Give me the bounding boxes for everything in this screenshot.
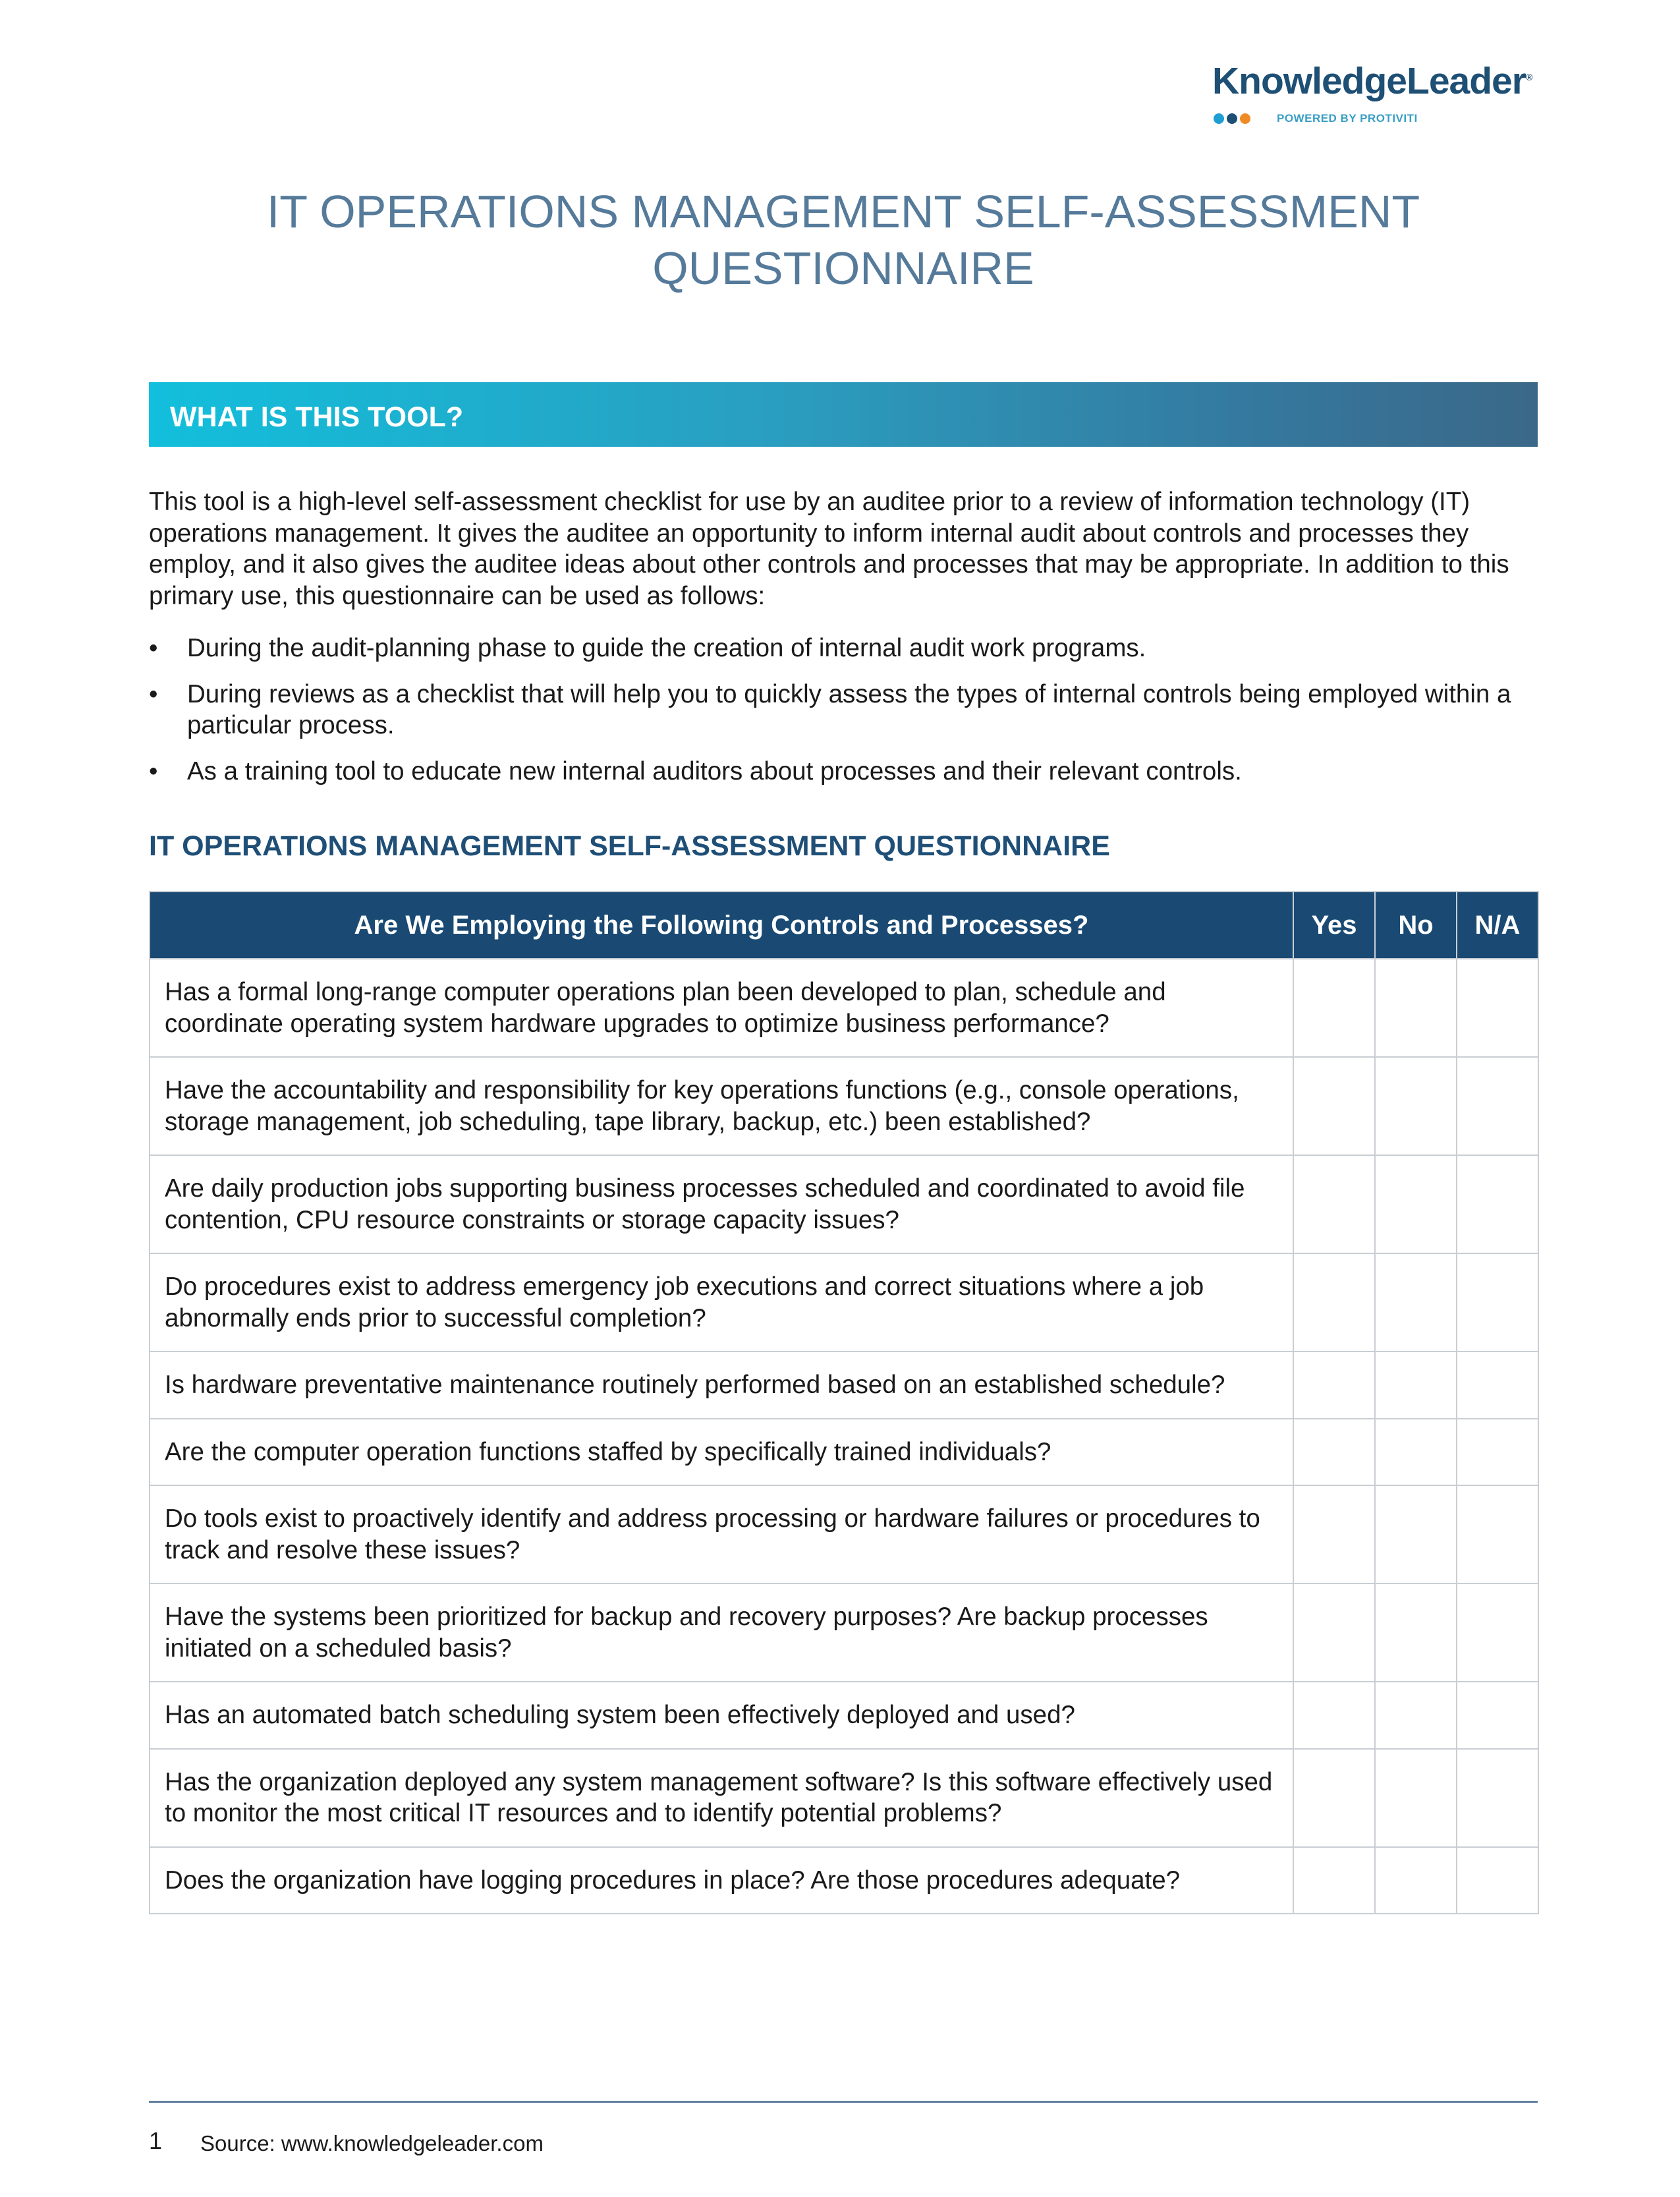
list-item [149,679,1546,741]
page-number: 1 [149,2127,163,2154]
question-cell: Has a formal long-range computer operations plan been developed to plan, schedule and coordinate operating system hardware upgrades to optimize business performance? [150,959,1293,1057]
question-cell: Has an automated batch scheduling system been effectively deployed and used? [150,1682,1293,1749]
column-header-na: N/A [1457,892,1538,959]
na-checkbox-cell[interactable] [1457,959,1538,1057]
logo-name-text: KnowledgeLeader [1212,60,1526,102]
no-checkbox-cell[interactable] [1375,1419,1457,1486]
na-checkbox-cell[interactable] [1457,1682,1538,1749]
no-checkbox-cell[interactable] [1375,1352,1457,1419]
no-checkbox-cell[interactable] [1375,1485,1457,1584]
column-header-no: No [1375,892,1457,959]
bullet-icon: • [149,634,158,662]
bullet-text: As a training tool to educate new internal auditors about processes and their relevant controls. [187,756,1242,785]
logo-dots-icon [1214,113,1250,124]
questionnaire-table [149,891,1539,1914]
na-checkbox-cell[interactable] [1457,1352,1538,1419]
no-checkbox-cell[interactable] [1375,1847,1457,1914]
na-checkbox-cell[interactable] [1457,1485,1538,1584]
questionnaire-heading: IT OPERATIONS MANAGEMENT SELF-ASSESSMENT QUESTIONNAIRE [149,830,1110,862]
yes-checkbox-cell[interactable] [1293,1847,1375,1914]
question-cell: Has the organization deployed any system management software? Is this software effectively used to monitor the most critical IT resources and to identify potential problems? [150,1749,1293,1847]
bullet-text: During the audit-planning phase to guide the creation of internal audit work programs. [187,634,1146,662]
table-row [150,959,1538,1057]
bullet-text: During reviews as a checklist that will help you to quickly assess the types of internal controls being employed within a particular process. [187,679,1511,739]
source-line: Source: www.knowledgeleader.com [200,2131,544,2155]
table-row [150,1419,1538,1486]
yes-checkbox-cell[interactable] [1293,959,1375,1057]
no-checkbox-cell[interactable] [1375,1253,1457,1352]
footer-divider [149,2101,1538,2103]
na-checkbox-cell[interactable] [1457,1749,1538,1847]
question-cell: Have the accountability and responsibility for key operations functions (e.g., console operations, storage management, job scheduling, tape library, backup, etc.) been established? [150,1057,1293,1155]
table-row [150,1155,1538,1253]
yes-checkbox-cell[interactable] [1293,1419,1375,1486]
no-checkbox-cell[interactable] [1375,959,1457,1057]
table-row [150,1847,1538,1914]
table-row [150,1057,1538,1155]
question-cell: Does the organization have logging procedures in place? Are those procedures adequate? [150,1847,1293,1914]
document-title-line-2: QUESTIONNAIRE [652,243,1034,294]
table-row [150,1253,1538,1352]
yes-checkbox-cell[interactable] [1293,1584,1375,1682]
no-checkbox-cell[interactable] [1375,1682,1457,1749]
na-checkbox-cell[interactable] [1457,1155,1538,1253]
table-row [150,1485,1538,1584]
yes-checkbox-cell[interactable] [1293,1253,1375,1352]
logo-wordmark [1212,55,1542,103]
table-row [150,1749,1538,1847]
na-checkbox-cell[interactable] [1457,1057,1538,1155]
na-checkbox-cell[interactable] [1457,1253,1538,1352]
na-checkbox-cell[interactable] [1457,1847,1538,1914]
na-checkbox-cell[interactable] [1457,1584,1538,1682]
logo-tagline: POWERED BY PROTIVITI [1277,112,1418,125]
yes-checkbox-cell[interactable] [1293,1682,1375,1749]
document-title [149,183,1538,297]
section-banner-label: WHAT IS THIS TOOL? [170,401,464,433]
no-checkbox-cell[interactable] [1375,1155,1457,1253]
column-header-question: Are We Employing the Following Controls and Processes? [150,892,1293,959]
document-title-line-1: IT OPERATIONS MANAGEMENT SELF-ASSESSMENT [266,186,1420,237]
list-item [149,756,1546,787]
bullet-icon: • [149,679,158,708]
table-header-row [150,892,1538,959]
section-banner [149,382,1538,447]
knowledgeleader-logo [1212,55,1542,127]
logo-dot-1 [1214,113,1224,124]
no-checkbox-cell[interactable] [1375,1584,1457,1682]
usage-bullet-list [149,633,1546,801]
question-cell: Are daily production jobs supporting business processes scheduled and coordinated to avoid file contention, CPU resource constraints or storage capacity issues? [150,1155,1293,1253]
question-cell: Do procedures exist to address emergency job executions and correct situations where a job abnormally ends prior to successful completion? [150,1253,1293,1352]
logo-dot-3 [1240,113,1250,124]
table-row [150,1682,1538,1749]
column-header-yes: Yes [1293,892,1375,959]
question-cell: Are the computer operation functions staffed by specifically trained individuals? [150,1419,1293,1486]
intro-paragraph: This tool is a high-level self-assessment checklist for use by an auditee prior to a review of information technology (IT) operations management. It gives the auditee an opportunity to inform internal audit about controls and processes they employ, and it also gives the auditee ideas about other controls and processes that may be appropriate. In addition to this primary use, this questionnaire can be used as follows: [149,488,1509,610]
question-cell: Is hardware preventative maintenance routinely performed based on an established schedule? [150,1352,1293,1419]
question-cell: Do tools exist to proactively identify and address processing or hardware failures or procedures to track and resolve these issues? [150,1485,1293,1584]
yes-checkbox-cell[interactable] [1293,1057,1375,1155]
no-checkbox-cell[interactable] [1375,1057,1457,1155]
logo-dot-2 [1227,113,1237,124]
table-row [150,1584,1538,1682]
registered-mark: ® [1525,72,1532,82]
bullet-icon: • [149,756,158,785]
yes-checkbox-cell[interactable] [1293,1352,1375,1419]
table-row [150,1352,1538,1419]
no-checkbox-cell[interactable] [1375,1749,1457,1847]
yes-checkbox-cell[interactable] [1293,1749,1375,1847]
na-checkbox-cell[interactable] [1457,1419,1538,1486]
yes-checkbox-cell[interactable] [1293,1485,1375,1584]
list-item [149,633,1546,664]
question-cell: Have the systems been prioritized for backup and recovery purposes? Are backup processes initiated on a scheduled basis? [150,1584,1293,1682]
logo-subline [1212,111,1542,127]
yes-checkbox-cell[interactable] [1293,1155,1375,1253]
